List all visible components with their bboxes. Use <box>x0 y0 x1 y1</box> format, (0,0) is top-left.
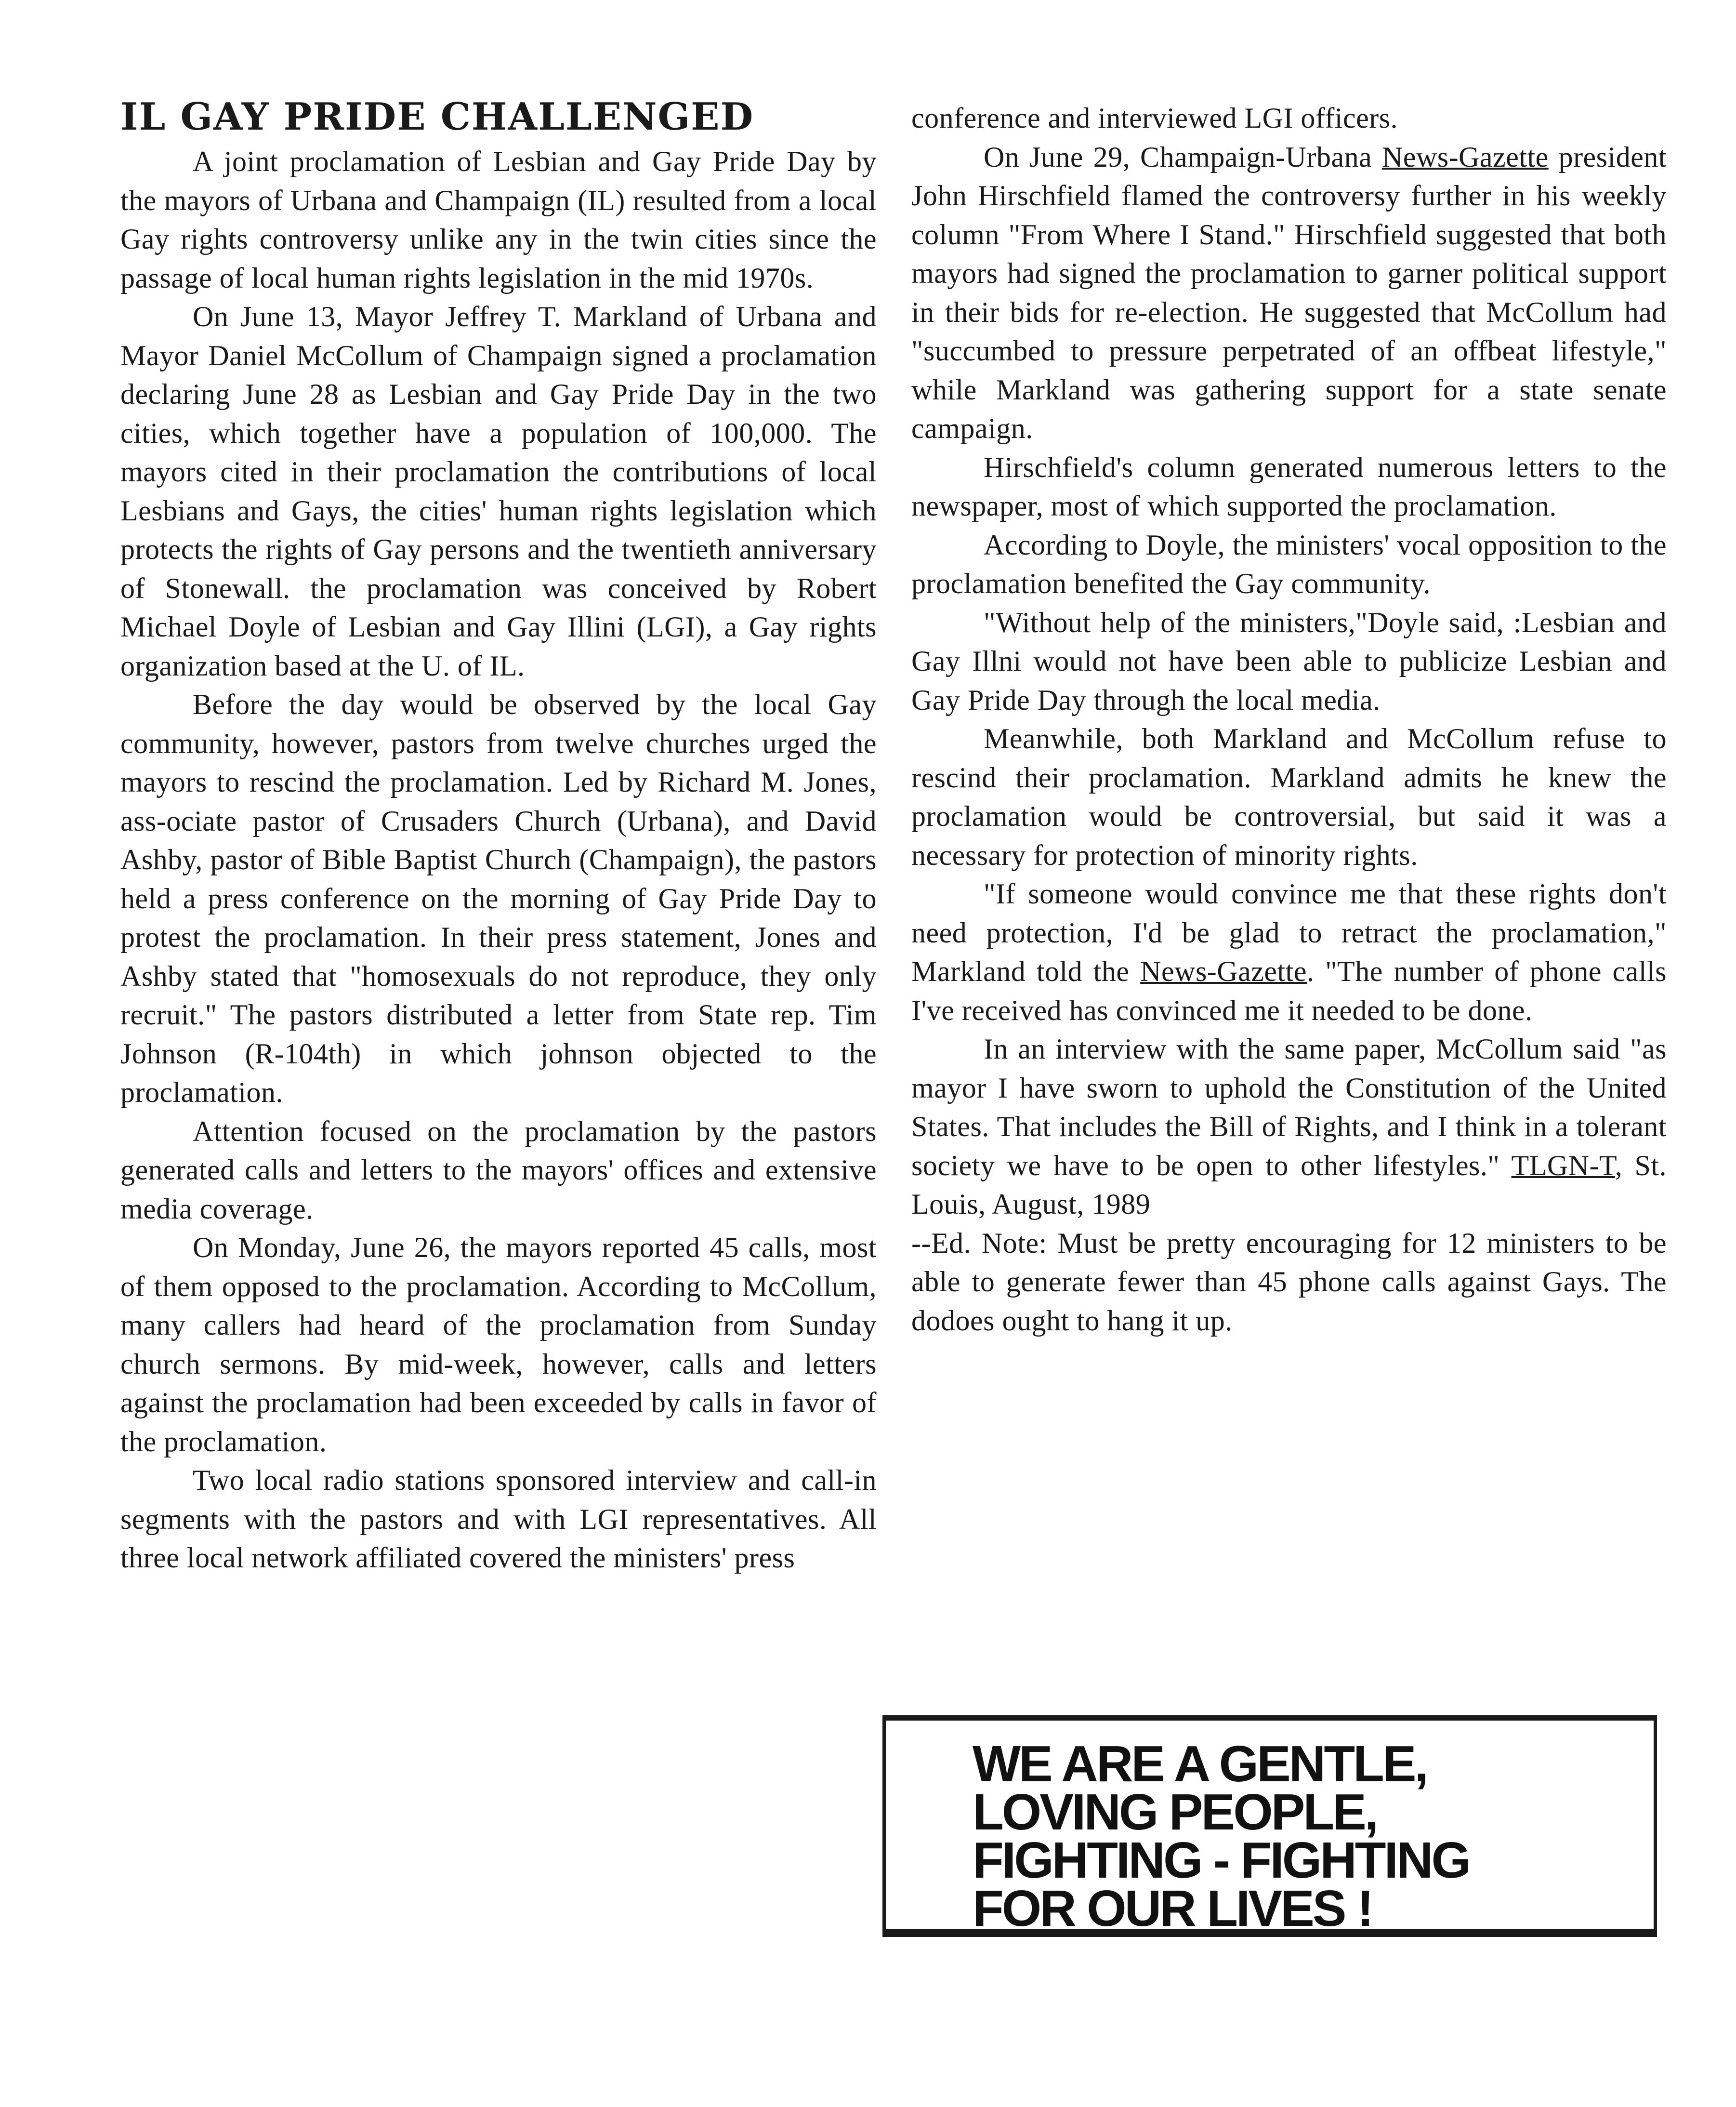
slogan-line: FOR OUR LIVES ! <box>973 1880 1372 1937</box>
text: , St. Louis, August, 1989 <box>911 1149 1667 1220</box>
paragraph-calls: On Monday, June 26, the mayors reported 45 calls, most of them opposed to the proclamation. According to McCollum, many callers had heard of the proclamation from Sunday church sermons. By mid-week, however, calls and letters against the proclamation had been exceeded by calls in favor of the proclamation. <box>120 1232 877 1458</box>
paragraph-mccollum-quote <box>911 1030 1667 1224</box>
editor-note: --Ed. Note: Must be pretty encouraging for 12 ministers to be able to generate fewer than 45 phone calls against Gays. The dodoes ought to hang it up. <box>911 1227 1667 1337</box>
text: On June 29, Champaign-Urbana <box>984 141 1382 173</box>
paragraph-doyle-quote: "Without help of the ministers,"Doyle said, :Lesbian and Gay Illni would not have been able to publicize Lesbian and Gay Pride Day through the local media. <box>911 606 1667 716</box>
paragraph-radio: Two local radio stations sponsored interview and call-in segments with the pastors and with LGI representatives. All three local network affiliated covered the ministers' press <box>120 1464 877 1574</box>
slogan-line: WE ARE A GENTLE, <box>973 1736 1427 1792</box>
paragraph-june-13: On June 13, Mayor Jeffrey T. Markland of Urbana and Mayor Daniel McCollum of Champaign signed a proclamation declaring June 28 as Lesbian and Gay Pride Day in the two cities, which together have a population of 100,000. The mayors cited in their proclamation the contributions of local Lesbians and Gays, the cities' human rights legislation which protects the rights of Gay persons and the twentieth anniversary of Stonewall. the proclamation was conceived by Robert Michael Doyle of Lesbian and Gay Illini (LGI), a Gay rights organization based at the U. of IL. <box>120 301 877 682</box>
paragraph-intro: A joint proclamation of Lesbian and Gay Pride Day by the mayors of Urbana and Champaign (IL) resulted from a local Gay rights controversy unlike any in the twin cities since the passage of local human rights legislation in the mid 1970s. <box>120 146 877 294</box>
paragraph-markland-quote <box>911 875 1667 1030</box>
paragraph-continuation: conference and interviewed LGI officers. <box>911 102 1398 134</box>
publication-title: News-Gazette <box>1140 955 1307 987</box>
paragraph-hirschfield <box>911 138 1667 448</box>
source-title: TLGN-T <box>1511 1149 1615 1181</box>
slogan-text <box>973 1736 1469 1937</box>
paragraph-letters: Hirschfield's column generated numerous letters to the newspaper, most of which supported the proclamation. <box>911 451 1667 522</box>
text: "If someone would convince me that these rights don't need protection, I'd be glad to retract the proclamation," Markland told the <box>911 878 1667 987</box>
paragraph-attention: Attention focused on the proclamation by the pastors generated calls and letters to the mayors' offices and extensive media coverage. <box>120 1115 877 1225</box>
publication-title: News-Gazette <box>1381 141 1549 173</box>
headline: IL GAY PRIDE CHALLENGED <box>120 95 754 139</box>
slogan-line: FIGHTING - FIGHTING <box>973 1832 1469 1889</box>
left-column <box>120 94 877 1577</box>
text: . "The number of phone calls I've received has convinced me it needed to be done. <box>911 955 1667 1026</box>
paragraph-refuse: Meanwhile, both Markland and McCollum refuse to rescind their proclamation. Markland admits he knew the proclamation would be controversial, but said it was a necessary for protection of minority rights. <box>911 723 1667 871</box>
paragraph-doyle: According to Doyle, the ministers' vocal opposition to the proclamation benefited the Gay community. <box>911 529 1667 599</box>
slogan-line: LOVING PEOPLE, <box>973 1784 1377 1841</box>
text: president John Hirschfield flamed the controversy further in his weekly column "From Where I Stand." Hirschfield suggested that both mayors had signed the proclamation to garner political support in their bids for re-election. He suggested that McCollum had "succumbed to pressure perpetrated of an offbeat lifestyle," while Markland was gathering support for a state senate campaign. <box>911 141 1667 444</box>
right-column <box>911 99 1667 1340</box>
text: In an interview with the same paper, McCollum said "as mayor I have sworn to uphold the Constitution of the United States. That includes the Bill of Rights, and I think in a tolerant society we have to be open to other lifestyles." <box>911 1033 1667 1181</box>
paragraph-pastors-protest: Before the day would be observed by the local Gay community, however, pastors from twelve churches urged the mayors to rescind the proclamation. Led by Richard M. Jones, ass-ociate pastor of Crusaders Church (Urbana), and David Ashby, pastor of Bible Baptist Church (Champaign), the pastors held a press conference on the morning of Gay Pride Day to protest the proclamation. In their press statement, Jones and Ashby stated that "homosexuals do not reproduce, they only recruit." The pastors distributed a letter from State rep. Tim Johnson (R-104th) in which johnson objected to the proclamation. <box>120 689 877 1108</box>
slogan-box <box>882 1715 1657 1937</box>
